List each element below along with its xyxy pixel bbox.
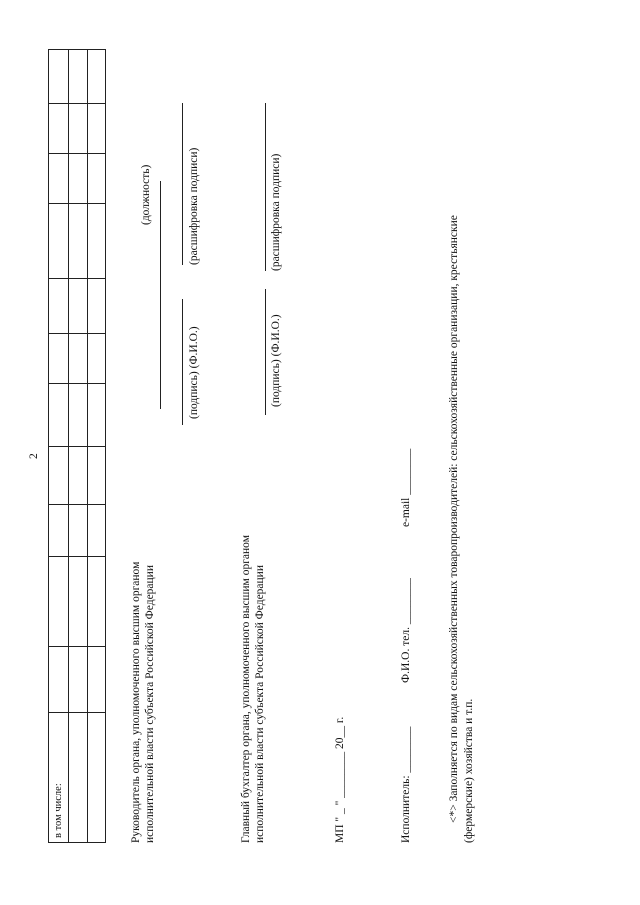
- head-title-line2: исполнительной власти субъекта Российской Федерации: [144, 565, 156, 843]
- page-number: 2: [28, 453, 40, 459]
- head-signature-name-line: [182, 299, 183, 425]
- footnote-line2: (фермерские) хозяйства и т.п.: [463, 698, 475, 843]
- table-column-divider: [49, 712, 105, 713]
- seal-date-label: МП " _ " ________ 20__ г.: [334, 716, 346, 843]
- table-column-divider: [49, 153, 105, 154]
- table-column-divider: [49, 383, 105, 384]
- head-signature-name-caption: (подпись) (Ф.И.О.): [188, 326, 200, 419]
- executor-name-phone: Ф.И.О. тел. ________: [400, 578, 412, 683]
- head-decryption-line: [182, 103, 183, 265]
- table-column-divider: [49, 333, 105, 334]
- executor-email: e-mail ________: [400, 448, 412, 527]
- table-column-divider: [49, 556, 105, 557]
- footnote-line1: <*> Заполняется по видам сельскохозяйственных товаропроизводителей: сельскохозяйственные организации, крестьянские: [448, 215, 460, 823]
- table-first-cell: в том числе:: [53, 783, 64, 838]
- head-title-line1: Руководитель органа, уполномоченного высшим органом: [130, 561, 142, 843]
- executor-label: Исполнитель: ________: [400, 726, 412, 843]
- head-position-caption: (должность): [140, 164, 152, 225]
- table-column-divider: [49, 504, 105, 505]
- accountant-signature-name-caption: (подпись) (Ф.И.О.): [270, 314, 282, 407]
- accountant-title-line1: Главный бухгалтер органа, уполномоченного высшим органом: [240, 535, 252, 843]
- accountant-decryption-caption: (расшифровка подписи): [270, 153, 282, 271]
- table-column-divider: [49, 446, 105, 447]
- accountant-signature-name-line: [265, 289, 266, 415]
- head-decryption-caption: (расшифровка подписи): [188, 147, 200, 265]
- accountant-decryption-line: [265, 103, 266, 271]
- accountant-title-line2: исполнительной власти субъекта Российской Федерации: [254, 565, 266, 843]
- data-table: [48, 49, 106, 843]
- table-column-divider: [49, 203, 105, 204]
- table-column-divider: [49, 103, 105, 104]
- table-column-divider: [49, 646, 105, 647]
- head-position-line: [160, 181, 161, 409]
- table-column-divider: [49, 278, 105, 279]
